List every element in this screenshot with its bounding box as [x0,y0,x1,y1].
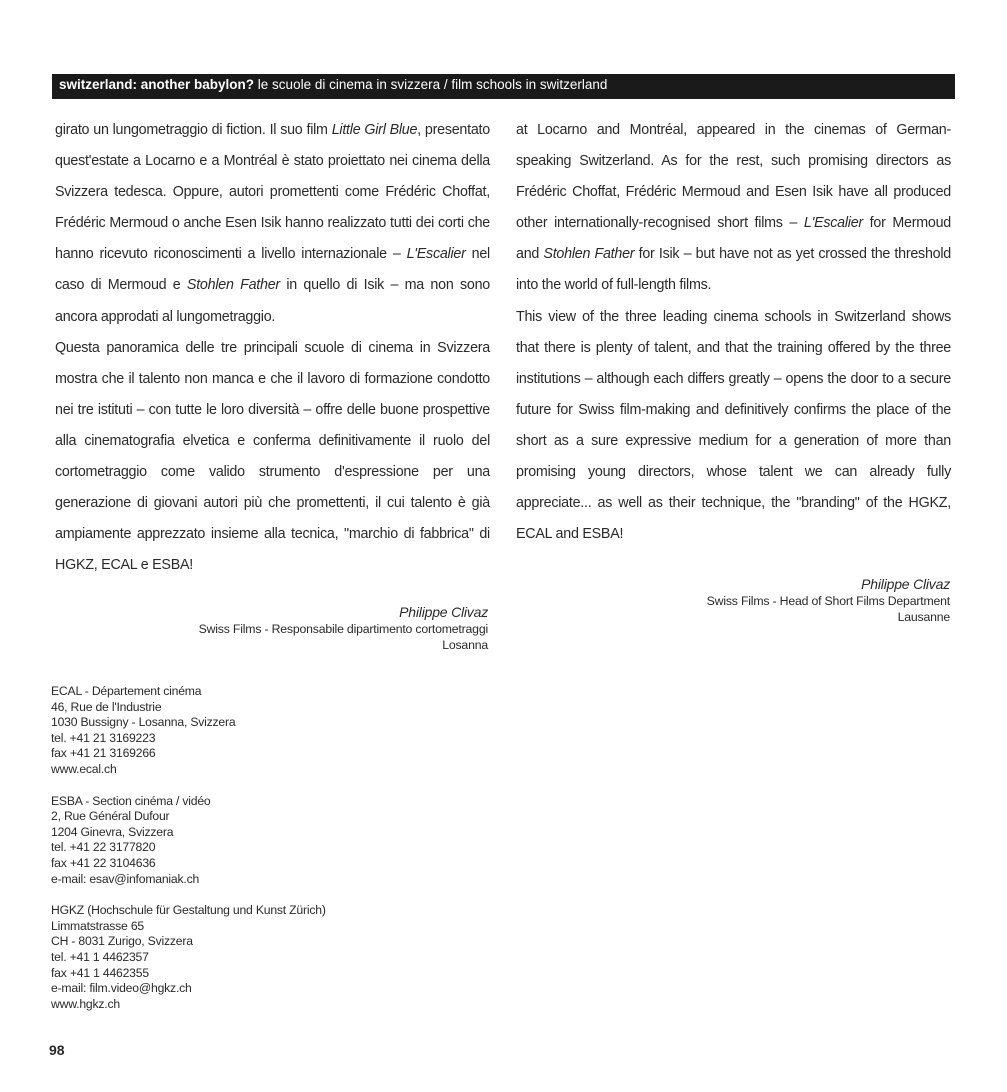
author-role: Swiss Films - Responsabile dipartimento cortometraggi [198,622,488,636]
italian-paragraph-1: girato un lungometraggio di fiction. Il suo film Little Girl Blue, presentato quest'estate a Locarno e a Montréal è stato proiettato nei cinema della Svizzera tedesca. Oppure, autori promettenti come Frédéric Choffat, Frédéric Mermoud o anche Esen Isik hanno realizzato tutti dei corti che hanno ricevuto riconoscimenti a livello internazionale – L'Escalier nel caso di Mermoud e Stohlen Father in quello di Isik – ma non sono ancora approdati al lungometraggio. [55,122,490,325]
contact-address: 46, Rue de l'Industrie [51,699,162,714]
film-title-stohlen-father: Stohlen Father [186,277,280,294]
contact-address: 2, Rue Général Dufour [51,809,170,824]
contact-email: e-mail: film.video@hgkz.ch [51,981,192,996]
contact-name: ECAL - Département cinéma [51,684,202,698]
contact-email: e-mail: esav@infomaniak.ch [51,871,200,886]
author-city: Losanna [442,638,488,652]
contact-fax: fax +41 21 3169266 [51,746,156,761]
section-header-bar [52,74,955,99]
header-title-bold: switzerland: another babylon? [59,77,255,92]
contact-website: www.hgkz.ch [51,996,120,1011]
contact-city: 1030 Bussigny - Losanna, Svizzera [51,715,236,730]
film-title-stohlen-father: Stohlen Father [543,246,635,263]
english-paragraph-1: at Locarno and Montréal, appeared in the cinemas of German-speaking Switzerland. As for the rest, such promising directors as Frédéric Choffat, Frédéric Mermoud and Esen Isik have all produced other internationally-recognised short films – L'Escalier for Mermoud and Stohlen Father for Isik – but have not as yet crossed the threshold into the world of full-length films. [516,122,951,294]
film-title-lescalier: L'Escalier [406,246,466,263]
contact-website: www.ecal.ch [51,761,117,776]
film-title-lescalier: L'Escalier [803,215,863,232]
english-signature [707,575,950,625]
contact-fax: fax +41 1 4462355 [51,965,149,980]
italian-column [55,115,490,581]
contact-name: ESBA - Section cinéma / vidéo [51,793,211,808]
contact-city: 1204 Ginevra, Svizzera [51,824,174,839]
italian-paragraph-2: Questa panoramica delle tre principali scuole di cinema in Svizzera mostra che il talento non manca e che il lavoro di formazione condotto nei tre istituti – con tutte le loro diversità – offre delle buone prospettive alla cinematografia elvetica e conferma definitivamente il ruolo del cortometraggio come valido strumento d'espressione per una generazione di giovani autori più che promettenti, il cui talento è già ampiamente apprezzato insieme alla tecnica, "marchio di fabbrica" di HGKZ, ECAL e ESBA! [55,339,490,574]
page-number: 98 [49,1042,65,1058]
contact-phone: tel. +41 21 3169223 [51,730,156,745]
english-paragraph-2: This view of the three leading cinema schools in Switzerland shows that there is plenty of talent, and that the training offered by the three institutions – although each differs greatly – opens the door to a secure future for Swiss film-making and definitively confirms the place of the short as a sure expressive medium for a generation of more than promising young directors, whose talent we can already fully appreciate... as well as their technique, the "branding" of the HGKZ, ECAL and ESBA! [516,308,951,543]
school-contacts [51,684,326,1028]
contact-phone: tel. +41 22 3177820 [51,840,156,855]
contact-ecal [51,684,326,778]
header-title-rest: le scuole di cinema in svizzera / film schools in switzerland [257,77,608,92]
contact-fax: fax +41 22 3104636 [51,855,156,870]
english-column [516,115,951,550]
italian-signature [199,603,488,653]
contact-name: HGKZ (Hochschule für Gestaltung und Kunst Zürich) [51,903,326,918]
contact-phone: tel. +41 1 4462357 [51,949,149,964]
contact-city: CH - 8031 Zurigo, Svizzera [51,934,193,949]
film-title-little-girl-blue: Little Girl Blue [331,122,418,138]
author-city: Lausanne [897,610,950,624]
author-role: Swiss Films - Head of Short Films Department [706,594,950,608]
contact-hgkz [51,903,326,1012]
contact-address: Limmatstrasse 65 [51,918,144,933]
author-name: Philippe Clivaz [399,604,488,620]
contact-esba [51,794,326,888]
author-name: Philippe Clivaz [861,576,950,592]
